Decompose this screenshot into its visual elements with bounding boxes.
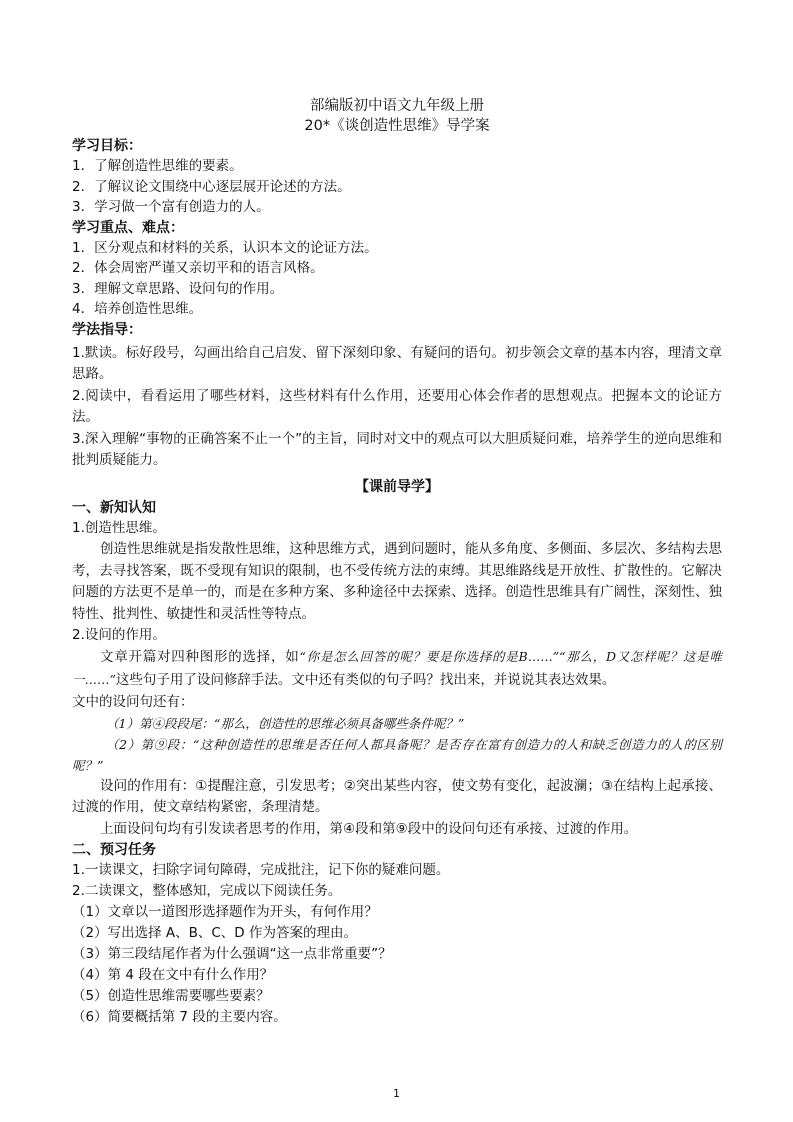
- paragraph-creative-thinking: 创造性思维就是指发散性思维，这种思维方式，遇到问题时，能从多角度、多侧面、多层次、多结构去思考，去寻找答案，既不受现有知识的限制，也不受传统方法的束缚。其思维路线是开放性、扩散性的。它解决问题的方法更不是单一的，而是在多种方案、多种途径中去探索、选择。创造性思维具有广阔性，深刻性、独特性、批判性、敏捷性和灵活性等特点。: [72, 541, 722, 622]
- quoted-sentence: “你是怎么回答的呢？要是你选择的是B……”“那么，D又怎样呢？这是唯一……”: [72, 649, 723, 688]
- quote-item-1: （1）第④段段尾：“那么，创造性的思维必须具备哪些条件呢？”: [106, 715, 465, 731]
- also-label: 文中的设问句还有：: [72, 693, 194, 710]
- task-item: 1.一读课文，扫除字词句障碍，完成批注，记下你的疑难问题。: [72, 862, 450, 879]
- title-line-2: 20*《谈创造性思维》导学案: [304, 118, 490, 134]
- method-item: 1.默读。标好段号，勾画出给自己启发、留下深刻印象、有疑问的语句。初步领会文章的基本内容，理清文章思路。: [72, 344, 722, 383]
- task-item: （5）创造性思维需要哪些要素？: [72, 988, 270, 1005]
- method-heading: 学法指导：: [72, 321, 142, 338]
- task-item: （2）写出选择 A、B、C、D 作为答案的理由。: [72, 925, 357, 942]
- paragraph-rhetorical-question: [72, 646, 722, 691]
- quote-item-2: （2）第⑨段：“这种创造性的思维是否任何人都具备呢？是否存在富有创造力的人和缺乏创造力的人的区别呢？”: [72, 736, 722, 773]
- goal-item: 3．学习做一个富有创造力的人。: [72, 199, 270, 215]
- task-item: （3）第三段结尾作者为什么强调“这一点非常重要”？: [72, 946, 392, 963]
- page-number: 1: [393, 1087, 400, 1100]
- key-point-item: 2．体会周密严谨又亲切平和的语言风格。: [72, 260, 324, 276]
- paragraph-summary: 上面设问句均有引发读者思考的作用，第④段和第⑨段中的设问句还有承接、过渡的作用。: [100, 820, 638, 837]
- document-page: [72, 96, 722, 1028]
- paragraph-tail: 这些句子用了设问修辞手法。文中还有类似的句子吗？找出来，并说说其表达效果。: [115, 672, 616, 689]
- pre-class-heading: 【课前导学】: [355, 479, 439, 496]
- method-item: 2.阅读中，看看运用了哪些材料，这些材料有什么作用，还要用心体会作者的思想观点。把握本文的论证方法。: [72, 387, 722, 426]
- goal-item: 2．了解议论文围绕中心逐层展开论述的方法。: [72, 178, 351, 195]
- task-item: （4）第 4 段在文中有什么作用？: [72, 967, 274, 984]
- title-line-1: 部编版初中语文九年级上册: [310, 98, 484, 114]
- paragraph-functions: 设问的作用有：①提醒注意，引发思考；②突出某些内容，使文势有变化，起波澜；③在结构上起承接、过渡的作用，使文章结构紧密，条理清楚。: [72, 777, 722, 816]
- paragraph-lead: 文章开篇对四种图形的选择，如: [100, 649, 300, 666]
- key-point-item: 3．理解文章思路、设问句的作用。: [72, 280, 284, 297]
- task-item: 2.二读课文，整体感知，完成以下阅读任务。: [72, 883, 342, 900]
- part2-heading: 二、预习任务: [72, 842, 156, 859]
- key-point-item: 4．培养创造性思维。: [72, 301, 203, 317]
- key-points-heading: 学习重点、难点：: [72, 219, 184, 236]
- subheading-rhetorical-question: 2.设问的作用。: [72, 627, 166, 644]
- part1-heading: 一、新知认知: [72, 500, 156, 517]
- key-point-item: 1．区分观点和材料的关系，认识本文的论证方法。: [72, 239, 378, 256]
- task-item: （6）简要概括第 7 段的主要内容。: [72, 1009, 287, 1026]
- goals-heading: 学习目标：: [72, 138, 142, 154]
- method-item: 3.深入理解“事物的正确答案不止一个”的主旨，同时对文中的观点可以大胆质疑问难，培养学生的逆向思维和批判质疑能力。: [72, 430, 722, 469]
- subheading-creative-thinking: 1.创造性思维。: [72, 520, 166, 537]
- task-item: （1）文章以一道图形选择题作为开头，有何作用？: [72, 904, 378, 921]
- goal-item: 1．了解创造性思维的要素。: [72, 158, 243, 174]
